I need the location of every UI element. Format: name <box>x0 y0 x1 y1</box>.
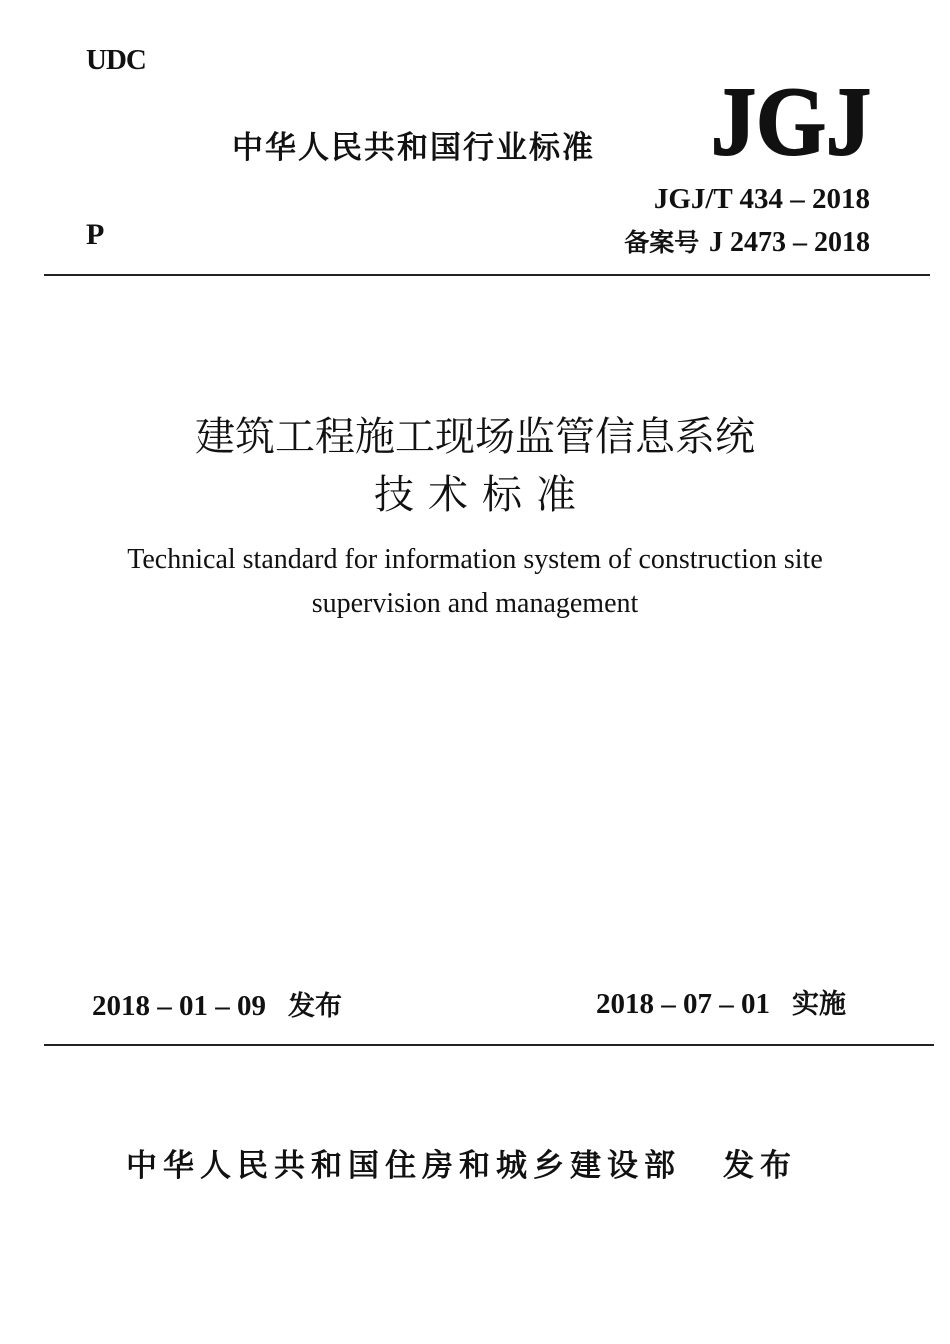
effective-date-block <box>596 982 846 1021</box>
filing-number: J 2473 – 2018 <box>709 227 870 258</box>
english-title-line1: Technical standard for information system of construction site <box>127 544 823 575</box>
jgj-logo <box>708 74 874 164</box>
publish-label: 发布 <box>723 1148 797 1184</box>
standard-type-heading: 中华人民共和国行业标准 <box>232 130 595 166</box>
effective-label: 实施 <box>792 989 846 1020</box>
filing-label: 备案号 <box>624 228 700 257</box>
udc-label: UDC <box>86 44 146 76</box>
chinese-title-line2: 技术标准 <box>374 472 590 518</box>
effective-date: 2018 – 07 – 01 <box>596 988 770 1020</box>
bottom-divider <box>44 1044 934 1046</box>
publisher-name: 中华人民共和国住房和城乡建设部 <box>126 1148 681 1184</box>
logo-text: JGJ <box>711 74 871 164</box>
english-title-line2: supervision and management <box>311 588 639 619</box>
english-title <box>0 538 950 626</box>
issue-label: 发布 <box>288 991 342 1022</box>
issue-date: 2018 – 01 – 09 <box>92 990 266 1022</box>
chinese-title-line1: 建筑工程施工现场监管信息系统 <box>195 414 755 460</box>
publisher-line <box>126 1140 797 1185</box>
chinese-title <box>0 408 950 524</box>
top-divider <box>44 274 930 276</box>
filing-record <box>624 223 870 259</box>
standard-code: JGJ/T 434 – 2018 <box>653 183 870 215</box>
classification-letter: P <box>86 218 105 251</box>
issue-date-block <box>92 984 342 1023</box>
